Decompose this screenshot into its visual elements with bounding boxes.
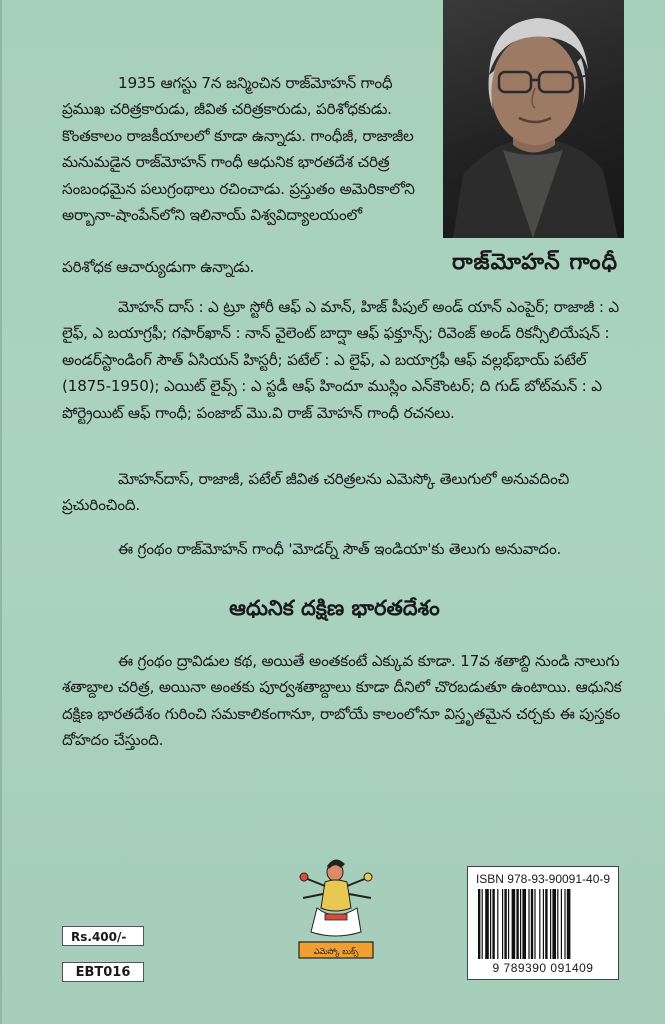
book-code: EBT016 xyxy=(62,962,144,982)
author-works: మోహన్ దాస్ : ఎ ట్రూ స్టోరీ ఆఫ్ ఎ మాన్, హిజ్ పీపుల్ అండ్ యాన్ ఎంపైర్; రాజాజీ : ఎ లైఫ్, ఎ బయాగ్రఫీ; గఫార్‌ఖాన్ : నాన్ వైలెంట్ బాద్షా ఆఫ్ ఫక్తూన్స్; రివెంజ్ అండ్ రికన్సీలియేషన్ : అండర్‌స్టాండింగ్ సౌత్ ఏసియన్ హిస్టరీ; పటేల్ : ఎ లైఫ్, ఎ బయాగ్రఫీ ఆఫ్ వల్లభ్‌భాయ్ పటేల్ (1875-1950); ఎయిట్ లైవ్స్ : ఎ స్టడీ ఆఫ్ హిందూ ముస్లిం ఎన్‌కౌంటర్; ది గుడ్ బోట్‌మన్ : ఎ పోర్ట్రెయిట్ ఆఫ్ గాంధీ; పంజాబ్ మొ.వి రాజ్ మోహన్ గాంధీ రచనలు. xyxy=(62,298,620,422)
barcode-bar xyxy=(485,889,489,959)
author-bio: 1935 ఆగస్టు 7న జన్మించిన రాజ్‌మోహన్ గాంధీ ప్రముఖ చరిత్రకారుడు, జీవిత చరిత్రకారుడు, పరిశోధకుడు. కొంతకాలం రాజకీయాలలో కూడా ఉన్నాడు. గాంధీజీ, రాజాజీల మనుమడైన రాజ్‌మోహన్ గాంధీ ఆధునిక భారతదేశ చరిత్ర సంబంధమైన పలుగ్రంథాలు రచించాడు. ప్రస్తుతం అమెరికాలోని అర్బానా-షాంపేన్‌లోని ఇలినాయ్ విశ్వవిద్యాలయంలో xyxy=(62,74,415,225)
barcode-bar xyxy=(497,889,498,959)
price-tag: Rs.400/- xyxy=(62,926,144,946)
barcode-bar xyxy=(504,889,506,959)
author-portrait-icon xyxy=(443,0,624,238)
translations-note: మోహన్‌దాస్, రాజాజీ, పటేల్ జీవిత చరిత్రలను ఎమెస్కో తెలుగులో అనువదించి ప్రచురించింది. xyxy=(62,470,570,515)
barcode-bar xyxy=(531,889,533,959)
author-name: రాజ్‌మోహన్ గాంధీ xyxy=(451,250,619,275)
barcode-bar xyxy=(561,889,562,959)
barcode-bar xyxy=(508,889,509,959)
author-photo xyxy=(443,0,624,238)
book-blurb: ఈ గ్రంథం ద్రావిడుల కథ, అయితే అంతకంటే ఎక్కువ కూడా. 17వ శతాబ్ది నుండి నాలుగు శతాబ్దాల చరిత్ర, అయినా అంతకు పూర్వశతాబ్దాలు కూడా దీనిలో చొరబడుతూ ఉంటాయి. ఆధునిక దక్షిణ భారతదేశం గురించి సమకాలికంగానూ, రాబోయే కాలంలోనూ విస్తృతమైన చర్చకు ఈ పుస్తకం దోహదం చేస్తుంది. xyxy=(62,652,622,750)
barcode-bar xyxy=(502,889,503,959)
barcode-panel xyxy=(467,866,619,980)
barcode-bar xyxy=(550,889,551,959)
publisher-logo-icon xyxy=(295,852,377,962)
barcode-bar xyxy=(557,889,558,959)
barcode-bar xyxy=(564,889,565,959)
barcode-bar xyxy=(543,889,544,959)
publisher-logo xyxy=(295,852,377,962)
barcode-bar xyxy=(534,889,535,959)
barcode-bar xyxy=(492,889,494,959)
publisher-logo-label: ఎమెస్కో బుక్స్ xyxy=(313,947,359,956)
barcode-bar xyxy=(512,889,516,959)
barcode-bar xyxy=(545,889,547,959)
barcode-bar xyxy=(520,889,521,959)
barcode-bar xyxy=(552,889,556,959)
barcode-number: 9 789390 091409 xyxy=(492,961,594,975)
author-bio-end: పరిశోధక ఆచార్యుడుగా ఉన్నాడు. xyxy=(62,258,255,276)
barcode-bar xyxy=(482,889,483,959)
isbn-label: ISBN 978-93-90091-40-9 xyxy=(475,872,611,886)
barcode-bar xyxy=(567,889,571,959)
book-note: ఈ గ్రంథం రాజ్‌మోహన్ గాంధీ 'మోడర్న్ సౌత్ ఇండియా'కు తెలుగు అనువాదం. xyxy=(118,540,562,558)
barcode-bar xyxy=(490,889,491,959)
book-title: ఆధునిక దక్షిణ భారతదేశం xyxy=(229,596,440,620)
barcode-bar xyxy=(522,889,526,959)
barcode-bar xyxy=(528,889,529,959)
barcode-bar xyxy=(516,889,518,959)
barcode-bar xyxy=(539,889,540,959)
barcode-icon xyxy=(478,889,610,959)
barcode-bar xyxy=(478,889,480,959)
